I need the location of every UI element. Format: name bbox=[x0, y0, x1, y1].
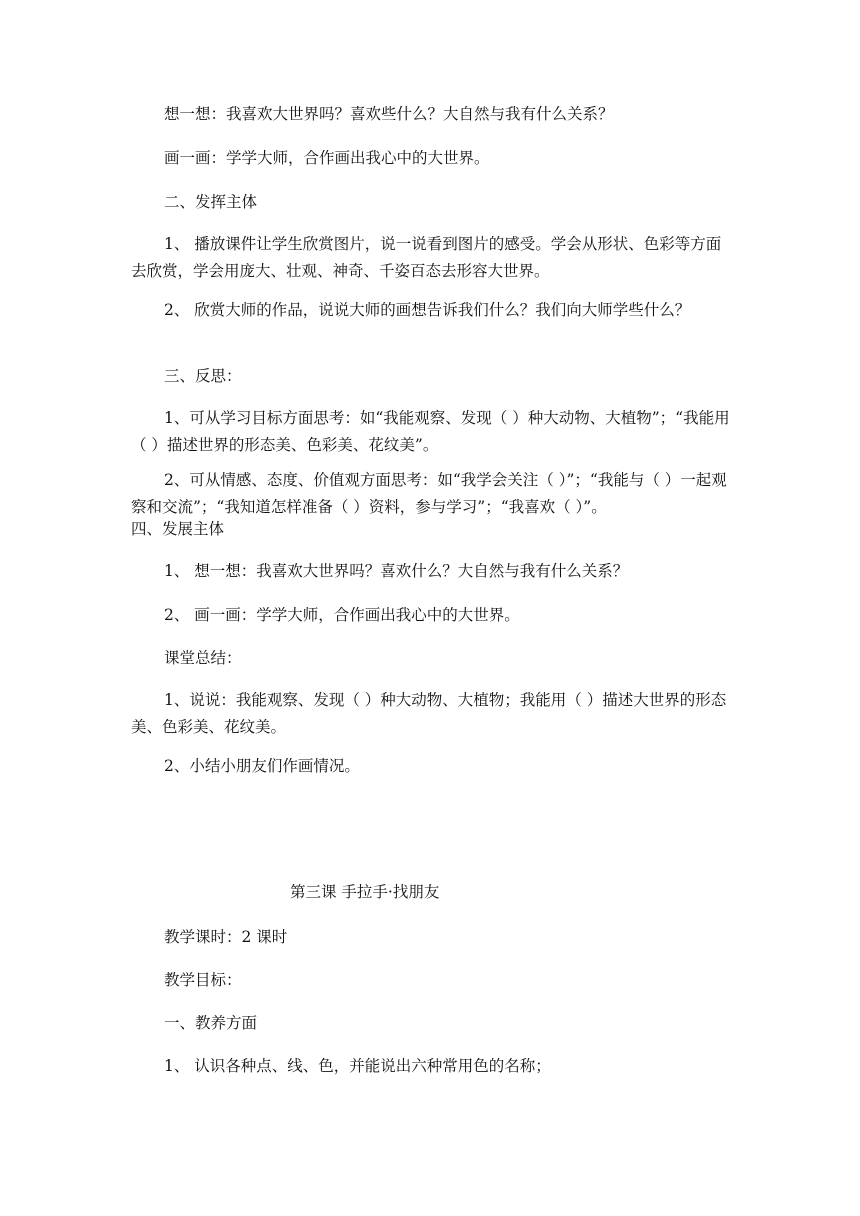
item-4-2: 2、 画一画：学学大师，合作画出我心中的大世界。 bbox=[164, 606, 520, 624]
draw-line: 画一画：学学大师，合作画出我心中的大世界。 bbox=[164, 149, 490, 167]
summary-heading: 课堂总结： bbox=[164, 649, 242, 667]
goal-section-heading: 一、教养方面 bbox=[164, 1014, 258, 1032]
item-4-1: 1、 想一想：我喜欢大世界吗？喜欢什么？大自然与我有什么关系？ bbox=[164, 562, 629, 580]
heading-develop-further: 四、发展主体 bbox=[131, 520, 225, 538]
goals-heading: 教学目标： bbox=[164, 971, 242, 989]
item-3-2: 2、可从情感、态度、价值观方面思考：如“我学会关注（ ）”；“我能与（ ）一起观察和交流”；“我知道怎样准备（ ）资料，参与学习”；“我喜欢（ ）”。 bbox=[131, 471, 727, 516]
item-2-2: 2、 欣赏大师的作品，说说大师的画想告诉我们什么？我们向大师学些什么？ bbox=[164, 301, 691, 319]
summary-item-2: 2、小结小朋友们作画情况。 bbox=[164, 757, 360, 775]
heading-develop-subject: 二、发挥主体 bbox=[164, 193, 258, 211]
lesson-hours: 教学课时：2 课时 bbox=[164, 928, 288, 946]
summary-item-1: 1、说说：我能观察、发现（ ）种大动物、大植物；我能用（ ）描述大世界的形态美、色彩美、花纹美。 bbox=[131, 691, 727, 736]
goal-item-1: 1、 认识各种点、线、色，并能说出六种常用色的名称； bbox=[164, 1057, 551, 1075]
lesson-title: 第三课 手拉手·找朋友 bbox=[290, 883, 440, 901]
think-line: 想一想：我喜欢大世界吗？喜欢些什么？大自然与我有什么关系？ bbox=[164, 105, 614, 123]
item-3-1: 1、可从学习目标方面思考：如“我能观察、发现（ ）种大动物、大植物”；“我能用（ ）描述世界的形态美、色彩美、花纹美”。 bbox=[131, 409, 730, 454]
item-2-1: 1、 播放课件让学生欣赏图片，说一说看到图片的感受。学会从形状、色彩等方面去欣赏，学会用庞大、壮观、神奇、千姿百态去形容大世界。 bbox=[131, 235, 722, 280]
heading-reflection: 三、反思： bbox=[164, 367, 242, 385]
